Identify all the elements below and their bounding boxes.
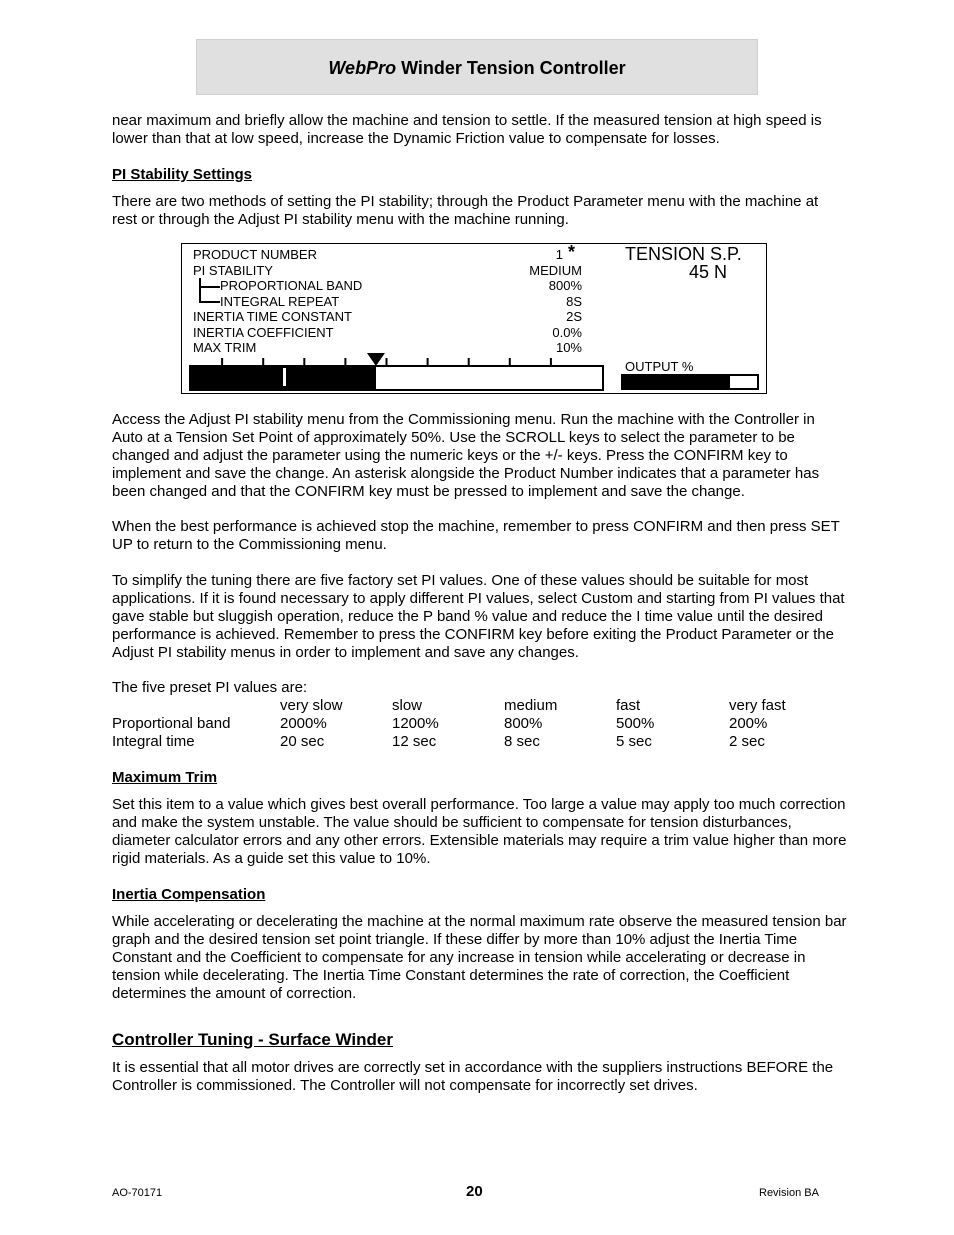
display-label-proportional-band: PROPORTIONAL BAND	[220, 278, 363, 293]
display-value-proportional-band: 800%	[548, 278, 582, 293]
tension-setpoint-label: TENSION S.P.	[625, 244, 742, 264]
paragraph-simplify-tuning: To simplify the tuning there are five factory set PI values. One of these values should be suitable for most applications. If it is found necessary to apply different PI values, select Custom and starting from PI values that gave stable but sluggish operation, reduce the P band % value and reduce the I time value until the desired performance is achieved. Remember to press the CONFIRM key before exiting the Product Parameter or the Adjust PI stability menus in order to implement and save any changes.	[112, 572, 845, 661]
tension-bar-graph	[182, 244, 768, 395]
table-row-label: Integral time	[112, 733, 195, 750]
tension-setpoint-value: 45 N	[689, 262, 728, 282]
footer-doc-number: AO-70171	[112, 1187, 163, 1199]
display-value-max-trim: 10%	[555, 340, 582, 355]
output-label: OUTPUT %	[625, 359, 694, 374]
bar-ticks	[222, 358, 551, 366]
display-label-integral-repeat: INTEGRAL REPEAT	[220, 293, 340, 309]
display-label-product-number: PRODUCT NUMBER	[193, 247, 317, 262]
display-label-inertia-coefficient: INERTIA COEFFICIENT	[193, 324, 334, 340]
table-row-label: Proportional band	[112, 715, 231, 732]
table-cell: 2 sec	[729, 733, 765, 750]
display-value-inertia-coefficient: 0.0%	[552, 324, 582, 340]
heading-inertia-compensation: Inertia Compensation	[112, 886, 266, 903]
display-label-pi-stability: PI STABILITY	[193, 262, 273, 278]
table-cell: 8 sec	[504, 733, 540, 750]
table-header: slow	[392, 697, 423, 714]
table-cell: 200%	[729, 715, 768, 732]
paragraph-adjust-pi: Access the Adjust PI stability menu from the Commissioning menu. Run the machine with the Controller in Auto at a Tension Set Point of approximately 50%. Use the SCROLL keys to select the parameter to be changed and adjust the parameter using the numeric keys or the +/- keys. Press the CONFIRM key to implement and save the change. An asterisk alongside the Product Number indicates that a parameter has been changed and that the CONFIRM key must be pressed to implement and save the change.	[112, 411, 820, 500]
display-value-inertia-time-constant: 2S	[566, 309, 582, 324]
changed-asterisk: *	[568, 242, 576, 262]
footer-page-number: 20	[466, 1183, 483, 1200]
table-cell: 2000%	[280, 715, 327, 732]
tension-bar-marker	[283, 368, 286, 386]
heading-maximum-trim: Maximum Trim	[112, 769, 218, 786]
controller-display	[181, 243, 767, 394]
heading-controller-tuning: Controller Tuning - Surface Winder	[112, 1030, 393, 1049]
paragraph-inertia-compensation: While accelerating or decelerating the machine at the normal maximum rate observe the measured tension bar graph and the desired tension set point triangle. If these differ by more than 10% adjust the Inertia Time Constant and the Coefficient to compensate for any increase in tension while accelerating or decrease in tension while decelerating. The Inertia Time Constant determines the rate of correction, the Coefficient determines the amount of correction.	[112, 913, 847, 1002]
table-cell: 20 sec	[280, 733, 325, 750]
display-value-pi-stability: MEDIUM	[529, 262, 582, 278]
table-cell: 500%	[616, 715, 655, 732]
paragraph-preset-intro: The five preset PI values are:	[112, 679, 308, 696]
paragraph-friction: near maximum and briefly allow the machine and tension to settle. If the measured tension at high speed is lower than that at low speed, increase the Dynamic Friction value to compensate for losses.	[112, 112, 822, 147]
heading-pi-stability: PI Stability Settings	[112, 166, 253, 183]
table-header: medium	[504, 697, 558, 714]
display-label-max-trim: MAX TRIM	[193, 340, 257, 355]
footer-revision: Revision BA	[759, 1187, 819, 1199]
table-cell: 5 sec	[616, 733, 652, 750]
display-label-inertia-time-constant: INERTIA TIME CONSTANT	[193, 309, 352, 324]
table-cell: 800%	[504, 715, 543, 732]
display-value-integral-repeat: 8S	[566, 293, 582, 309]
table-header: very fast	[729, 697, 786, 714]
output-bar-fill	[623, 376, 730, 388]
setpoint-triangle-icon	[367, 353, 385, 366]
paragraph-motor-drives: It is essential that all motor drives are correctly set in accordance with the suppliers instructions BEFORE the Controller is commissioned. The Controller will not compensate for incorrectly set drives.	[112, 1059, 834, 1094]
table-header: very slow	[280, 697, 343, 714]
paragraph-pi-methods: There are two methods of setting the PI stability; through the Product Parameter menu with the machine at rest or through the Adjust PI stability menu with the machine running.	[112, 193, 819, 228]
paragraph-maximum-trim: Set this item to a value which gives best overall performance. Too large a value may apply too much correction and make the system unstable. The value should be sufficient to compensate for tension disturbances, diameter calculator errors and any other errors. Extensible materials may require a trim value higher than more rigid materials. As a guide set this value to 10%.	[112, 796, 847, 867]
table-header: fast	[616, 697, 641, 714]
page-title: WebPro Winder Tension Controller	[328, 58, 626, 78]
paragraph-best-performance: When the best performance is achieved stop the machine, remember to press CONFIRM and then press SET UP to return to the Commissioning menu.	[112, 518, 840, 553]
table-cell: 1200%	[392, 715, 439, 732]
table-cell: 12 sec	[392, 733, 437, 750]
display-value-product-number: 1	[555, 247, 563, 262]
